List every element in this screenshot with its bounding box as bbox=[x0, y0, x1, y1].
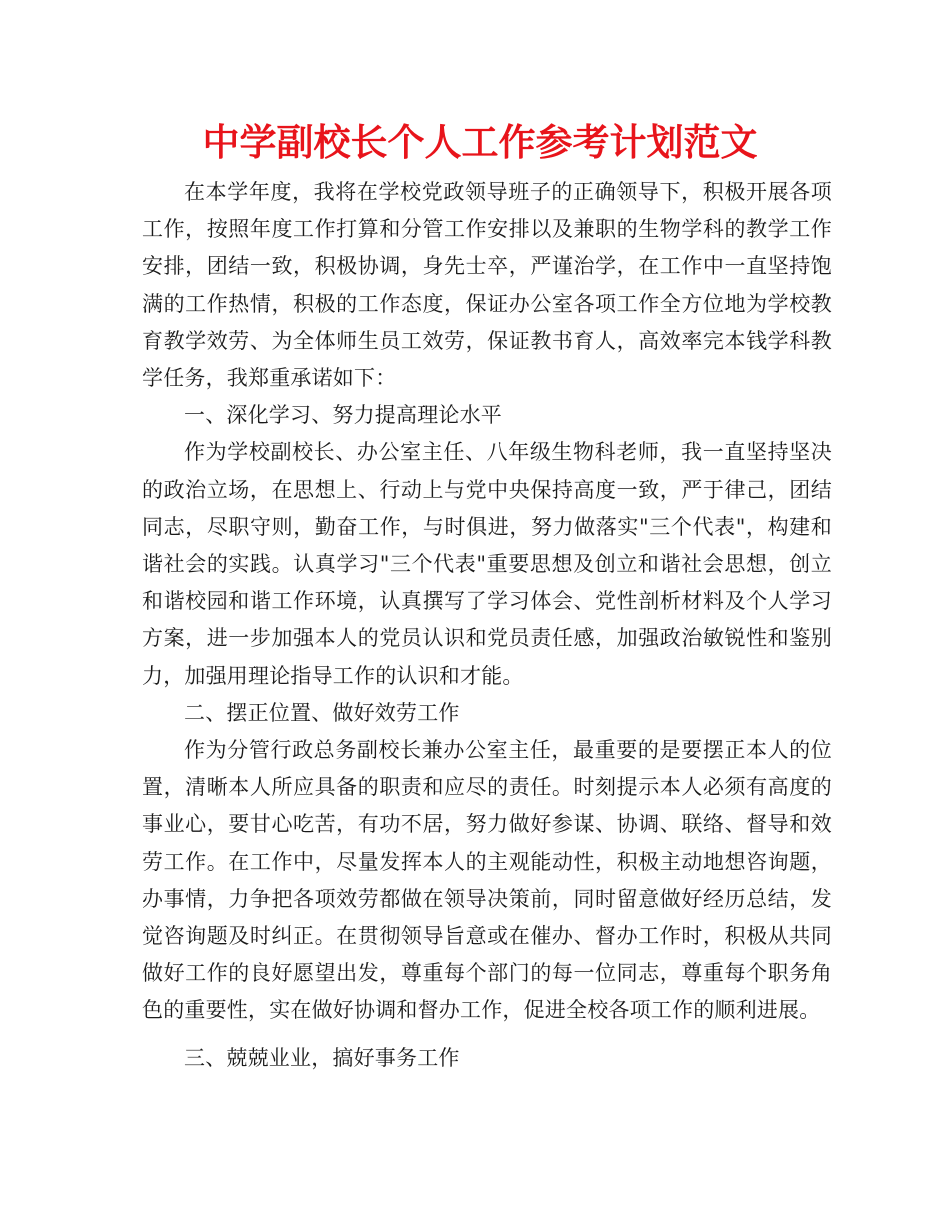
document-body bbox=[142, 174, 832, 1077]
section-heading-2: 二、摆正位置、做好效劳工作 bbox=[184, 700, 460, 725]
section-heading-3: 三、兢兢业业，搞好事务工作 bbox=[184, 1045, 460, 1070]
section-1-paragraph: 作为学校副校长、办公室主任、八年级生物科老师，我一直坚持坚决的政治立场，在思想上、行动上与党中央保持高度一致，严于律己，团结同志，尽职守则，勤奋工作，与时俱进，努力做落实"三个代表"，构建和谐社会的实践。认真学习"三个代表"重要思想及创立和谐社会思想，创立和谐校园和谐工作环境，认真撰写了学习体会、党性剖析材料及个人学习方案，进一步加强本人的党员认识和党员责任感，加强政治敏锐性和鉴别力，加强用理论指导工作的认识和才能。 bbox=[142, 440, 832, 688]
document-title: 中学副校长个人工作参考计划范文 bbox=[202, 121, 758, 164]
section-2-paragraph: 作为分管行政总务副校长兼办公室主任，最重要的是要摆正本人的位置，清晰本人所应具备的职责和应尽的责任。时刻提示本人必须有高度的事业心，要甘心吃苦，有功不居，努力做好参谋、协调、联络、督导和效劳工作。在工作中，尽量发挥本人的主观能动性，积极主动地想咨询题，办事情，力争把各项效劳都做在领导决策前，同时留意做好经历总结，发觉咨询题及时纠正。在贯彻领导旨意或在催办、督办工作时，积极从共同做好工作的良好愿望出发，尊重每个部门的每一位同志，尊重每个职务角色的重要性，实在做好协调和督办工作，促进全校各项工作的顺利进展。 bbox=[142, 738, 832, 1023]
intro-paragraph: 在本学年度，我将在学校党政领导班子的正确领导下，积极开展各项工作，按照年度工作打算和分管工作安排以及兼职的生物学科的教学工作安排，团结一致，积极协调，身先士卒，严谨治学，在工作中一直坚持饱满的工作热情，积极的工作态度，保证办公室各项工作全方位地为学校教育教学效劳、为全体师生员工效劳，保证教书育人，高效率完本钱学科教学任务，我郑重承诺如下： bbox=[142, 180, 832, 391]
section-heading-1: 一、深化学习、努力提高理论水平 bbox=[184, 403, 502, 428]
